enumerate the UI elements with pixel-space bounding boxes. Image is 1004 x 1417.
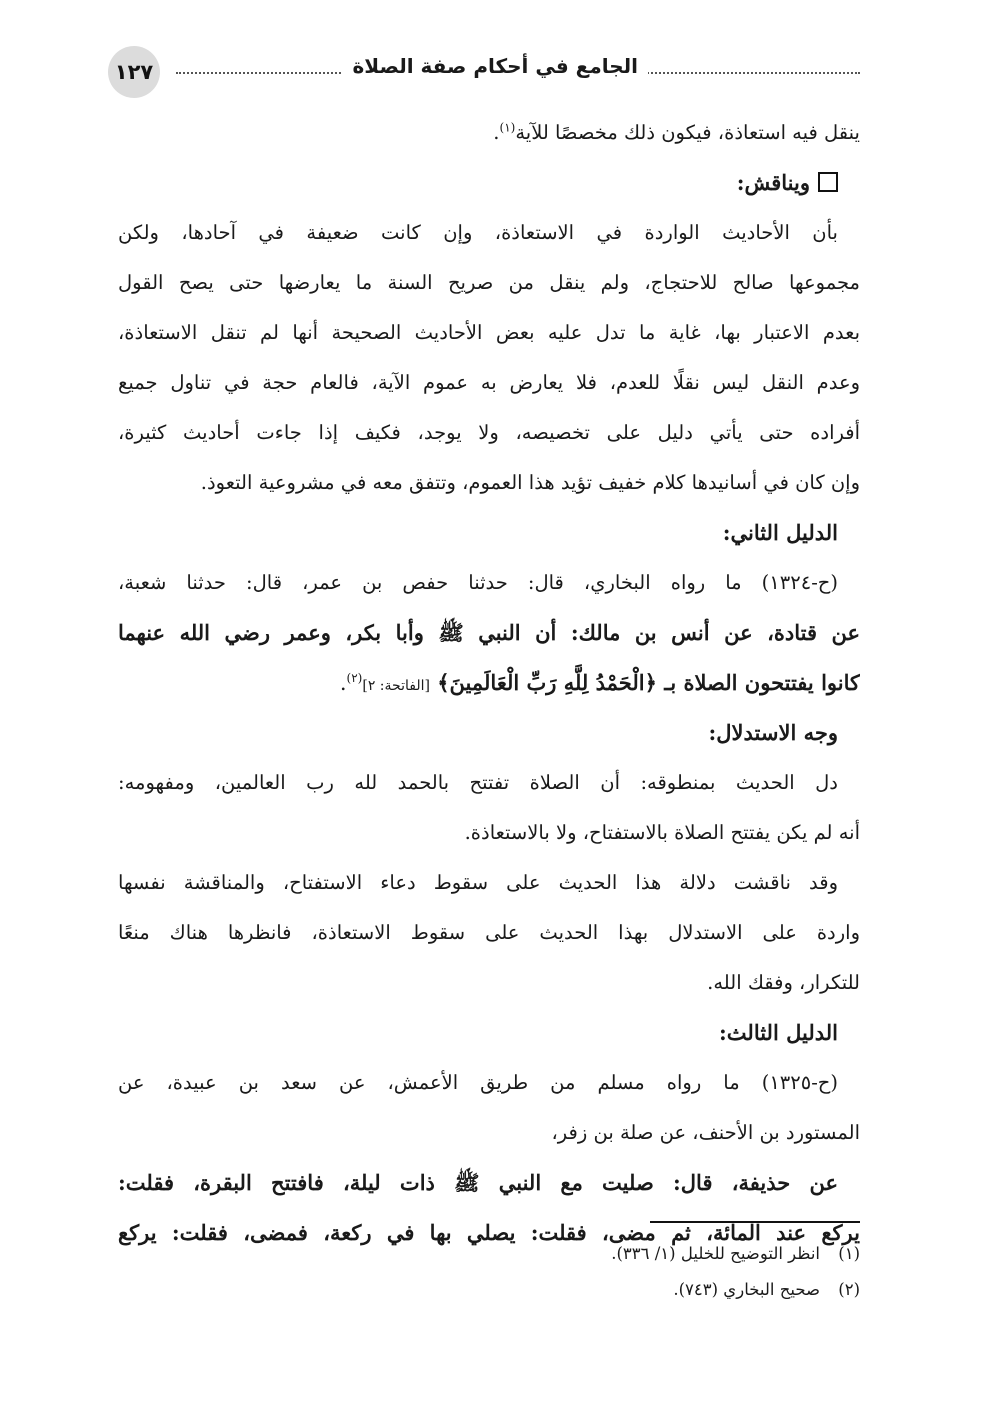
footnote-item: (٢)صحيح البخاري (٧٤٣). bbox=[673, 1280, 860, 1299]
hadith-text-line: يركع عند المائة، ثم مضى، فقلت: يصلي بها في ركعة، فمضى، فقلت: يركع bbox=[118, 1220, 860, 1245]
page-header bbox=[108, 46, 860, 98]
section-heading-third-evidence: الدليل الثالث: bbox=[719, 1020, 838, 1045]
text-line: للتكرار، وفقك الله. bbox=[707, 971, 860, 994]
text-line: المستورد بن الأحنف، عن صلة بن زفر، bbox=[551, 1121, 860, 1144]
text-line: أفراده حتى يأتي دليل على تخصيصه، ولا يوجد، فكيف إذا جاءت أحاديث كثيرة، bbox=[118, 421, 860, 444]
text-line: وعدم النقل ليس نقلًا للعدم، فلا يعارض به عموم الآية، فالعام حجة في تناول جميع bbox=[118, 371, 860, 394]
section-heading-discussion: ويناقش: bbox=[118, 158, 860, 208]
text-line: بعدم الاعتبار بها، غاية ما تدل عليه بعض الأحاديث الصحيحة أنها لم تنقل الاستعاذة، bbox=[118, 321, 860, 344]
footnote-divider bbox=[650, 1221, 860, 1223]
footnote-marker[interactable]: (٢) bbox=[346, 671, 363, 685]
text-line: ينقل فيه استعاذة، فيكون ذلك مخصصًا للآية$^{(١)}$. bbox=[493, 120, 860, 144]
text-line: دل الحديث بمنطوقه: أن الصلاة تفتتح بالحمد لله رب العالمين، ومفهومه: bbox=[118, 771, 838, 794]
text-line: واردة على الاستدلال بهذا الحديث على سقوط الاستعاذة، فانظرها هناك منعًا bbox=[118, 921, 860, 944]
footnotes bbox=[300, 1236, 860, 1308]
text-line: وقد ناقشت دلالة هذا الحديث على سقوط دعاء الاستفتاح، والمناقشة نفسها bbox=[118, 871, 838, 894]
text-line: بأن الأحاديث الواردة في الاستعاذة، وإن كانت ضعيفة في آحادها، ولكن bbox=[118, 221, 838, 244]
page-body bbox=[118, 108, 860, 1258]
text-line: (ح-١٣٢٤) ما رواه البخاري، قال: حدثنا حفص بن عمر، قال: حدثنا شعبة، bbox=[118, 571, 838, 594]
page-number: ١٢٧ bbox=[108, 46, 160, 98]
running-title: الجامع في أحكام صفة الصلاة bbox=[343, 54, 649, 78]
text-line: مجموعها صالح للاحتجاج، ولم ينقل من صريح السنة ما يعارضها حتى يصح القول bbox=[118, 271, 860, 294]
footnote-marker[interactable]: (١) bbox=[499, 120, 516, 135]
hadith-text-line: عن قتادة، عن أنس بن مالك: أن النبي ﷺ وأبا بكر، وعمر رضي الله عنهما bbox=[118, 620, 860, 645]
text-line: وإن كان في أسانيدها كلام خفيف تؤيد هذا العموم، وتتفق معه في مشروعية التعوذ. bbox=[200, 471, 860, 494]
section-heading-inference: وجه الاستدلال: bbox=[708, 720, 838, 745]
checkbox-square-icon bbox=[818, 172, 838, 192]
footnote-item: (١)انظر التوضيح للخليل (١/ ٣٣٦). bbox=[611, 1244, 860, 1263]
hadith-text-line: عن حذيفة، قال: صليت مع النبي ﷺ ذات ليلة، فافتتح البقرة، فقلت: bbox=[118, 1170, 838, 1195]
hadith-text-line: كانوا يفتتحون الصلاة بـ ﴿الْحَمْدُ لِلَّهِ رَبِّ الْعَالَمِينَ﴾ [الفاتحة: ٢]$^{(٢)}$. bbox=[339, 670, 860, 695]
text-line: (ح-١٣٢٥) ما رواه مسلم من طريق الأعمش، عن سعد بن عبيدة، عن bbox=[118, 1071, 839, 1094]
quran-reference: [الفاتحة: ٢] bbox=[362, 678, 430, 694]
text-line: أنه لم يكن يفتتح الصلاة بالاستفتاح، ولا بالاستعاذة. bbox=[464, 821, 860, 844]
section-heading-second-evidence: الدليل الثاني: bbox=[722, 520, 838, 545]
